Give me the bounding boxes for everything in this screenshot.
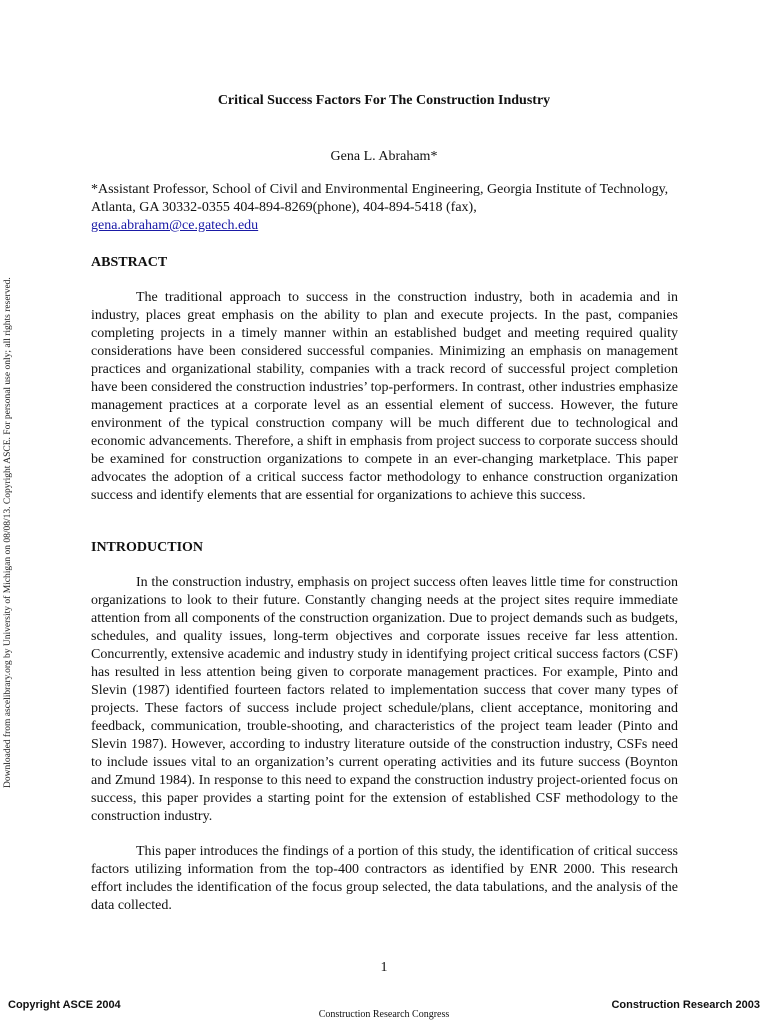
author-email-link[interactable]: gena.abraham@ce.gatech.edu xyxy=(91,218,259,233)
abstract-paragraph: The traditional approach to success in the construction industry, both in academia and in industry, places great emphasis on the ability to plan and execute projects. In the past, companies completing projects in a timely manner within an established budget and meeting required quality considerations have been considered successful companies. Minimizing an emphasis on management practices and organizational stability, companies with a track record of successful project completion have been considered the construction industries’ top-performers. In contrast, other industries emphasize management practices at a corporate level as an essential element of success. However, the future environment of the typical construction company will be much different due to technological and economic advancements. Therefore, a shift in emphasis from project success to corporate success should be examined for construction organizations to compete in an ever-changing marketplace. This paper advocates the adoption of a critical success factor methodology to enhance construction organization success and identify elements that are essential for organizations to achieve this success. xyxy=(91,290,678,503)
author-name: Gena L. Abraham* xyxy=(330,149,438,164)
download-watermark: Downloaded from ascelibrary.org by University of Michigan on 08/08/13. Copyright ASCE. For personal use only; all rights reserved. xyxy=(3,277,13,788)
introduction-heading: INTRODUCTION xyxy=(91,540,204,555)
affiliation-text: *Assistant Professor, School of Civil and Environmental Engineering, Georgia Institute of Technology, Atlanta, GA 30332-0355 404-894-8269(phone), 404-894-5418 (fax), xyxy=(91,182,669,215)
paper-title: Critical Success Factors For The Construction Industry xyxy=(217,93,551,108)
introduction-paragraph-2: This paper introduces the findings of a portion of this study, the identification of critical success factors utilizing information from the top-400 contractors as identified by ENR 2000. This research effort includes the identification of the focus group selected, the data tabulations, and the analysis of the data collected. xyxy=(91,844,678,913)
footer-series: Construction Research 2003 xyxy=(611,999,760,1011)
abstract-heading: ABSTRACT xyxy=(91,255,168,270)
footer-copyright: Copyright ASCE 2004 xyxy=(8,999,121,1011)
page-number: 1 xyxy=(380,960,388,975)
introduction-paragraph-1: In the construction industry, emphasis on project success often leaves little time for construction organizations to look to their future. Constantly changing needs at the project sites require immediate attention from all components of the construction organization. Due to project demands such as budgets, schedules, and quality issues, long-term objectives and corporate issues receive far less attention. Concurrently, extensive academic and industry study in identifying project critical success factors (CSF) has resulted in less attention being given to corporate management practices. For example, Pinto and Slevin (1987) identified fourteen factors related to implementation success that cover many types of projects. These factors of success include project schedule/plans, client acceptance, monitoring and feedback, communication, trouble-shooting, and characteristics of the project team leader (Pinto and Slevin 1987). However, according to industry literature outside of the construction industry, CSFs need to include issues vital to an organization’s current operating activities and its future success (Boynton and Zmund 1984). In response to this need to expand the construction industry project-oriented focus on success, this paper provides a starting point for the extension of established CSF methodology to the construction industry. xyxy=(91,575,678,824)
footer-congress: Construction Research Congress xyxy=(318,1009,450,1020)
author-affiliation xyxy=(91,181,681,235)
